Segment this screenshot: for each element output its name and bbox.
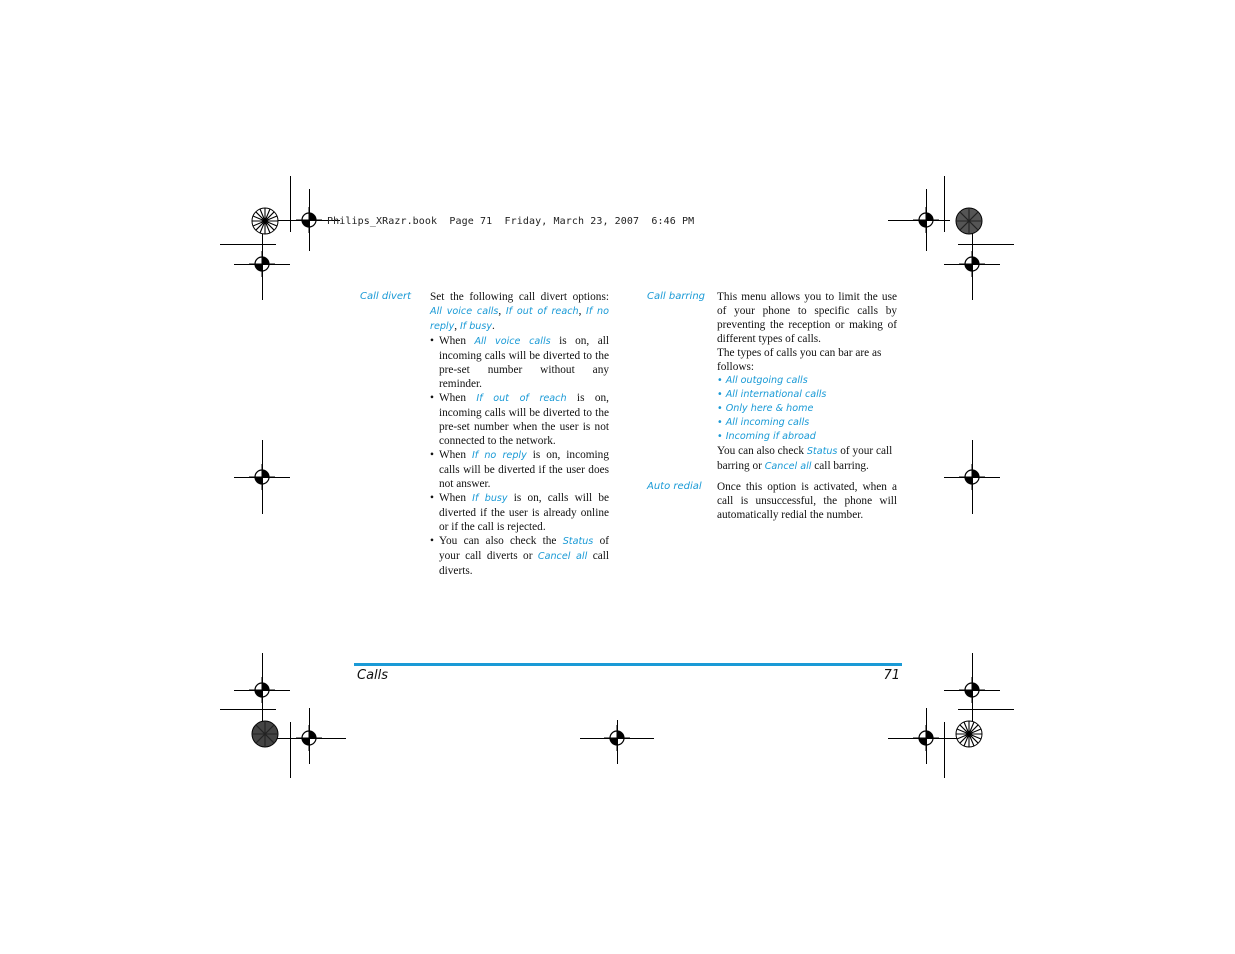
check-text: call barring. bbox=[811, 460, 869, 472]
status-term: Status bbox=[562, 536, 594, 547]
color-registration-rosette-icon bbox=[251, 207, 279, 235]
auto-redial-text bbox=[717, 480, 897, 522]
list-item bbox=[430, 534, 609, 578]
option-if-no-reply: If no reply bbox=[430, 306, 609, 332]
call-barring-types-intro: The types of calls you can bar are as follows: bbox=[717, 347, 882, 373]
list-item: • Incoming if abroad bbox=[717, 431, 816, 442]
print-slug bbox=[327, 216, 694, 227]
barring-type: All international calls bbox=[725, 389, 827, 400]
page-number: 71 bbox=[883, 668, 900, 683]
bullet-text: is on, calls will be diverted if the user is already online or if the call is rejected. bbox=[439, 492, 609, 533]
bullet-text: When bbox=[439, 335, 475, 347]
print-time: 6:46 PM bbox=[651, 216, 695, 227]
list-item bbox=[430, 391, 609, 448]
crop-mark bbox=[944, 477, 1000, 478]
list-item: • All incoming calls bbox=[717, 417, 810, 428]
option-all-voice-calls: All voice calls bbox=[430, 306, 499, 317]
call-barring-text bbox=[717, 290, 897, 474]
bullet-text: is on, incoming calls will be diverted if the user does not answer. bbox=[439, 449, 609, 490]
footer-section-title: Calls bbox=[357, 668, 389, 683]
crop-mark bbox=[309, 708, 310, 764]
call-divert-bullets bbox=[430, 334, 609, 578]
barring-type: Incoming if abroad bbox=[725, 431, 816, 442]
bullet-text: When bbox=[439, 392, 477, 404]
bullet-term: All voice calls bbox=[474, 336, 551, 347]
auto-redial-label: Auto redial bbox=[647, 481, 702, 492]
bullet-term: If busy bbox=[472, 493, 508, 504]
bullet-text: of your call diverts or bbox=[439, 535, 609, 562]
bullet-icon: • bbox=[430, 449, 434, 461]
call-divert-intro: Set the following call divert options: All voice calls, If out of reach, If no reply, If busy. bbox=[430, 291, 609, 332]
crop-mark bbox=[958, 244, 1014, 245]
bullet-icon: • bbox=[430, 535, 434, 547]
crop-mark bbox=[234, 264, 290, 265]
call-divert-text bbox=[430, 290, 609, 578]
check-text: of your call barring or bbox=[717, 445, 893, 472]
crop-mark bbox=[580, 738, 654, 739]
crop-mark bbox=[290, 722, 291, 778]
bullet-term: If no reply bbox=[471, 450, 527, 461]
bullet-text: When bbox=[439, 449, 472, 461]
list-item bbox=[430, 448, 609, 491]
crop-mark bbox=[220, 244, 276, 245]
crop-mark bbox=[234, 690, 290, 691]
crop-mark bbox=[926, 708, 927, 764]
bullet-icon: • bbox=[430, 392, 434, 404]
crop-mark bbox=[888, 220, 950, 221]
check-text: You can also check bbox=[717, 445, 807, 457]
barring-type: All outgoing calls bbox=[725, 375, 808, 386]
list-item bbox=[430, 334, 609, 391]
crop-mark bbox=[972, 226, 973, 300]
bullet-text: When bbox=[439, 492, 473, 504]
bullet-term: If out of reach bbox=[476, 393, 567, 404]
auto-redial-description: Once this option is activated, when a call is unsuccessful, the phone will automatically redial the number. bbox=[717, 481, 897, 521]
cancel-all-term: Cancel all bbox=[537, 551, 588, 562]
bullet-icon: • bbox=[430, 492, 434, 504]
crop-mark bbox=[888, 738, 962, 739]
barring-type: All incoming calls bbox=[725, 417, 810, 428]
bullet-text: is on, all incoming calls will be diverted to the pre-set number without any reminder. bbox=[439, 335, 609, 390]
crop-mark bbox=[274, 738, 346, 739]
list-item: • All outgoing calls bbox=[717, 375, 808, 386]
color-registration-rosette-icon bbox=[251, 720, 279, 748]
status-term: Status bbox=[806, 446, 838, 457]
call-barring-types bbox=[717, 374, 897, 444]
bullet-text: You can also check the bbox=[439, 535, 563, 547]
color-registration-rosette-icon bbox=[955, 720, 983, 748]
option-if-busy: If busy bbox=[459, 321, 493, 332]
print-date: Friday, March 23, 2007 bbox=[504, 216, 640, 227]
crop-mark bbox=[234, 477, 290, 478]
page-info: Page 71 bbox=[449, 216, 493, 227]
footer-rule bbox=[354, 663, 902, 666]
crop-mark bbox=[944, 722, 945, 778]
bullet-icon: • bbox=[430, 335, 434, 347]
crop-mark bbox=[944, 176, 945, 232]
call-divert-label: Call divert bbox=[360, 291, 412, 302]
intro-text: Set the following call divert options: bbox=[430, 291, 609, 303]
cancel-all-term: Cancel all bbox=[764, 461, 812, 472]
call-barring-check bbox=[717, 444, 897, 474]
call-barring-intro: This menu allows you to limit the use of your phone to specific calls by preventing the reception or making of different types of calls. bbox=[717, 291, 897, 345]
barring-type: Only here & home bbox=[725, 403, 814, 414]
crop-mark bbox=[262, 226, 263, 300]
list-item bbox=[430, 491, 609, 534]
list-item: • All international calls bbox=[717, 389, 827, 400]
option-if-out-of-reach: If out of reach bbox=[505, 306, 579, 317]
crop-mark bbox=[958, 709, 1014, 710]
crop-mark bbox=[220, 709, 276, 710]
crop-mark bbox=[944, 264, 1000, 265]
bullet-text: is on, incoming calls will be diverted to the pre-set number when the user is not connected to the network. bbox=[439, 392, 609, 447]
crop-mark bbox=[290, 176, 291, 232]
crop-mark bbox=[617, 720, 618, 764]
book-file: Philips_XRazr.book bbox=[327, 216, 438, 227]
list-item: • Only here & home bbox=[717, 403, 814, 414]
color-registration-rosette-icon bbox=[955, 207, 983, 235]
crop-mark bbox=[944, 690, 1000, 691]
bullet-text: call diverts. bbox=[439, 550, 609, 577]
call-barring-label: Call barring bbox=[647, 291, 706, 302]
